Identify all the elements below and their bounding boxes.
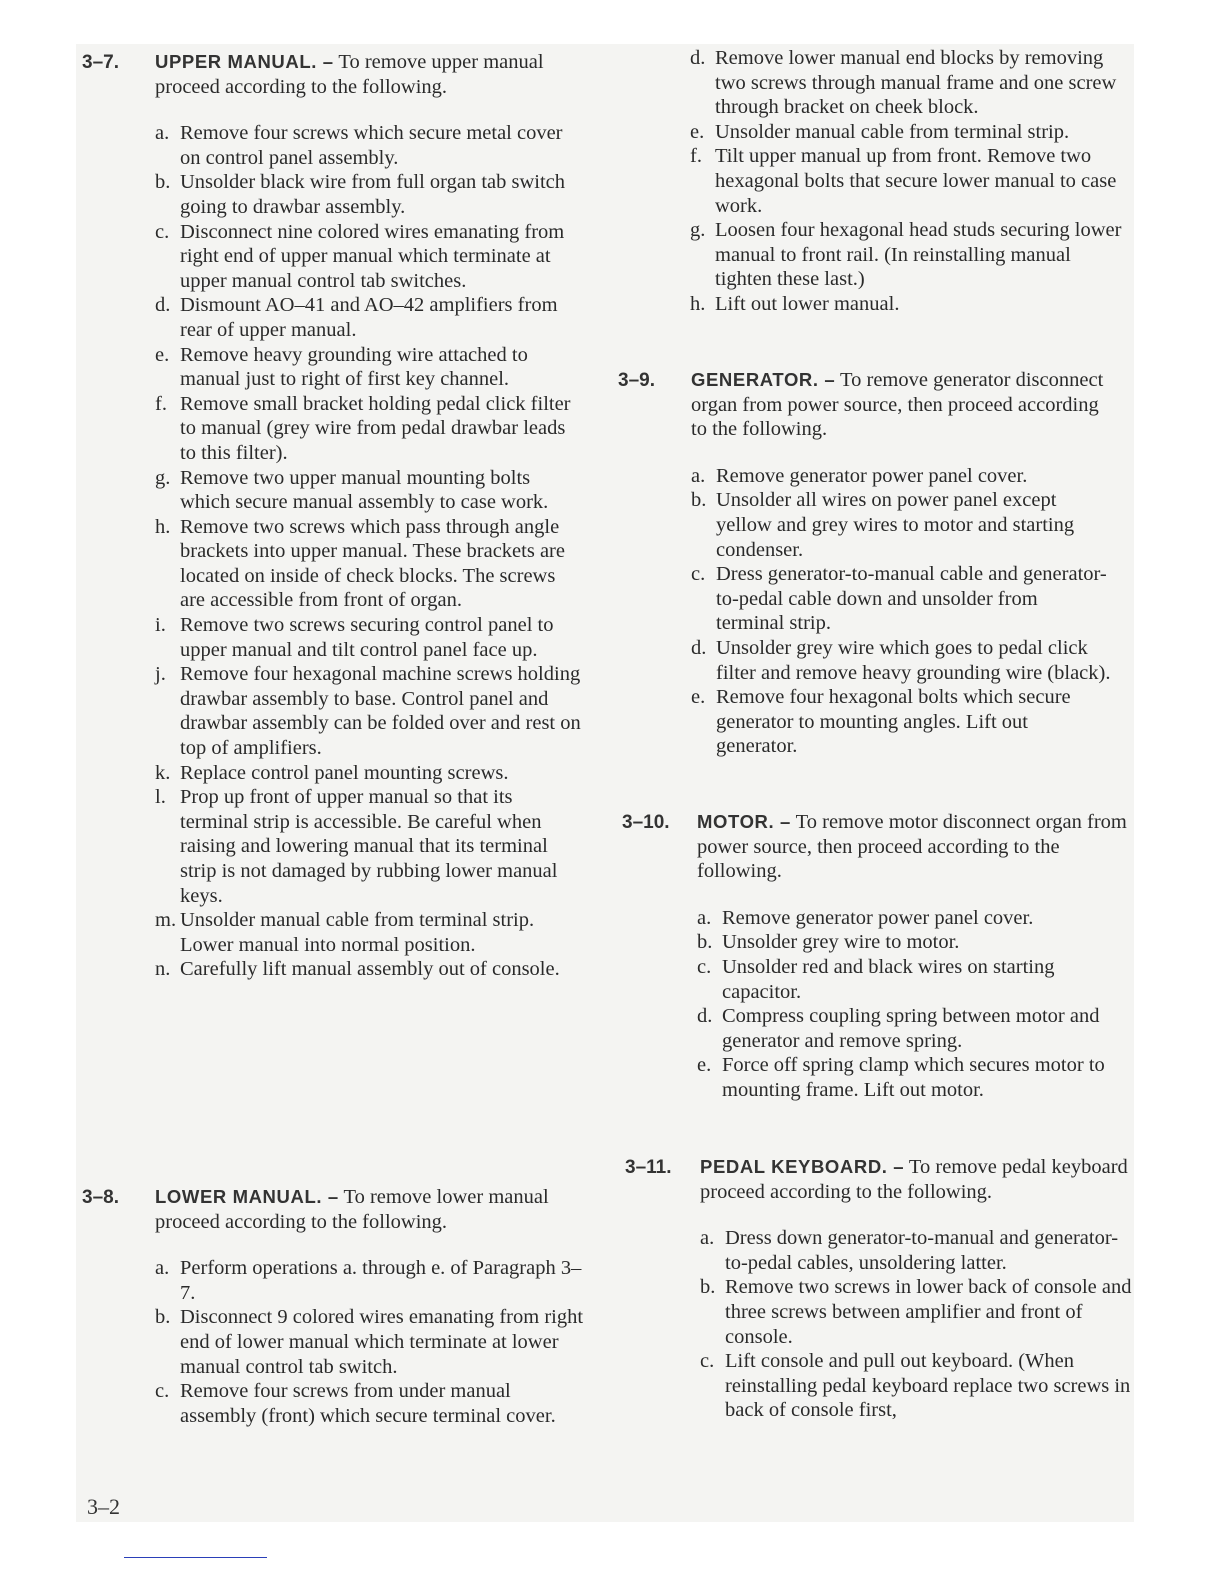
item-label: c.: [155, 220, 170, 243]
item-text: Dismount AO–41 and AO–42 amplifiers from rear of upper manual.: [180, 294, 558, 341]
item-text: Unsolder red and black wires on starting capacitor.: [722, 955, 1055, 1003]
section-title: MOTOR. –: [697, 811, 791, 832]
item-label: g.: [155, 466, 171, 489]
item-text: Unsolder grey wire to motor.: [722, 931, 960, 954]
item-label: j.: [155, 663, 166, 686]
item-label: n.: [155, 958, 171, 981]
list-item: [697, 1004, 1127, 1053]
item-label: a.: [155, 122, 170, 145]
list-item: [691, 685, 1111, 759]
item-label: e.: [690, 120, 705, 143]
list-item: [155, 515, 585, 613]
item-label: l.: [155, 786, 166, 809]
item-text: Remove lower manual end blocks by removing two screws through manual frame and one screw through bracket on cheek block.: [715, 47, 1117, 119]
section-body: [690, 46, 1132, 317]
document-page: [76, 44, 1134, 1522]
item-label: e.: [697, 1054, 712, 1077]
item-text: Remove two upper manual mounting bolts which secure manual assembly to case work.: [180, 466, 549, 514]
item-label: i.: [155, 614, 166, 637]
item-label: b.: [697, 931, 713, 954]
list-item: [697, 955, 1127, 1004]
page-number: 3–2: [87, 1494, 120, 1519]
section-heading: [155, 50, 585, 99]
list-item: [155, 220, 585, 294]
item-text: Remove four screws from under manual assembly (front) which secure terminal cover.: [180, 1380, 556, 1427]
item-text: Remove heavy grounding wire attached to manual just to right of first key channel.: [180, 343, 528, 391]
list-item: [691, 464, 1111, 489]
list-item: [155, 466, 585, 515]
item-text: Dress generator-to-manual cable and generator-to-pedal cable down and unsolder from terminal strip.: [716, 563, 1107, 635]
item-text: Loosen four hexagonal head studs securing lower manual to front rail. (In reinstalling manual tighten these last.): [715, 219, 1122, 291]
list-item: [697, 930, 1127, 955]
list-item: [690, 292, 1132, 317]
section-body: [155, 1185, 585, 1428]
section-upper-manual: [76, 50, 606, 982]
step-list: [155, 1256, 585, 1428]
list-item: [690, 144, 1132, 218]
list-item: [691, 488, 1111, 562]
section-body: [700, 1155, 1132, 1423]
section-generator: [612, 368, 1132, 759]
section-intro: To remove motor disconnect organ from power source, then proceed according to the following.: [697, 811, 1127, 883]
section-title: UPPER MANUAL. –: [155, 51, 334, 72]
list-item: [155, 662, 585, 760]
item-text: Prop up front of upper manual so that its terminal strip is accessible. Be careful when raising and lowering manual that its terminal strip is not damaged by rubbing lower manual keys.: [180, 786, 558, 907]
item-text: Unsolder manual cable from terminal strip.: [715, 120, 1070, 143]
section-pedal-keyboard: [612, 1155, 1132, 1423]
item-label: d.: [690, 47, 706, 69]
step-list: [155, 121, 585, 982]
list-item: [155, 170, 585, 219]
item-label: f.: [155, 392, 167, 415]
list-item: [155, 392, 585, 466]
item-label: c.: [697, 955, 712, 978]
item-label: h.: [155, 515, 171, 538]
item-text: Remove generator power panel cover.: [722, 906, 1034, 929]
section-title: GENERATOR. –: [691, 369, 836, 390]
item-text: Remove two screws securing control panel to upper manual and tilt control panel face up.: [180, 614, 554, 661]
item-label: e.: [691, 686, 706, 709]
section-heading: [155, 1185, 585, 1234]
step-list: [690, 46, 1132, 317]
item-text: Unsolder grey wire which goes to pedal click filter and remove heavy grounding wire (black).: [716, 636, 1111, 684]
list-item: [155, 1256, 585, 1305]
item-text: Carefully lift manual assembly out of console.: [180, 958, 560, 981]
list-item: [155, 343, 585, 392]
list-item: [700, 1349, 1132, 1423]
section-body: [697, 810, 1127, 1103]
list-item: [690, 218, 1132, 292]
section-body: [691, 368, 1111, 759]
item-text: Unsolder all wires on power panel except yellow and grey wires to motor and starting condenser.: [716, 489, 1075, 561]
section-title: PEDAL KEYBOARD. –: [700, 1156, 905, 1177]
list-item: [691, 562, 1111, 636]
section-number: 3–8.: [82, 1187, 119, 1208]
list-item: [690, 46, 1132, 120]
left-column: [76, 44, 606, 1519]
item-text: Disconnect nine colored wires emanating from right end of upper manual which terminate at upper manual control tab switches.: [180, 220, 565, 292]
item-text: Unsolder manual cable from terminal strip. Lower manual into normal position.: [180, 909, 535, 956]
list-item: [697, 1053, 1127, 1102]
step-list: [691, 464, 1111, 759]
item-label: b.: [155, 1306, 171, 1329]
item-label: c.: [155, 1380, 170, 1403]
section-number: 3–9.: [618, 370, 655, 391]
item-label: b.: [691, 489, 707, 512]
list-item: [697, 906, 1127, 931]
item-text: Remove generator power panel cover.: [716, 464, 1028, 487]
item-text: Remove two screws which pass through angle brackets into upper manual. These brackets are located on inside of check blocks. The screws are accessible from front of organ.: [180, 515, 565, 612]
list-item: [155, 957, 585, 982]
item-label: a.: [700, 1227, 715, 1250]
section-number: 3–7.: [82, 52, 119, 73]
item-label: m.: [155, 909, 177, 932]
item-text: Disconnect 9 colored wires emanating from right end of lower manual which terminate at lower manual control tab switch.: [180, 1306, 584, 1378]
item-text: Compress coupling spring between motor and generator and remove spring.: [722, 1005, 1100, 1052]
item-label: c.: [700, 1350, 715, 1373]
item-label: g.: [690, 219, 706, 242]
item-text: Remove four hexagonal bolts which secure generator to mounting angles. Lift out generator.: [716, 686, 1071, 758]
item-text: Dress down generator-to-manual and generator-to-pedal cables, unsoldering latter.: [725, 1227, 1119, 1274]
list-item: [155, 121, 585, 170]
section-intro: To remove generator disconnect organ from power source, then proceed according to the following.: [691, 369, 1104, 441]
section-body: [155, 50, 585, 982]
item-text: Remove four hexagonal machine screws holding drawbar assembly to base. Control panel and drawbar assembly can be folded over and rest on top of amplifiers.: [180, 663, 581, 760]
section-heading: [700, 1155, 1132, 1204]
item-label: d.: [155, 294, 171, 317]
list-item: [155, 1379, 585, 1428]
item-label: e.: [155, 343, 170, 366]
item-label: a.: [697, 906, 712, 929]
item-label: d.: [697, 1005, 713, 1028]
section-lower-manual-continued: [612, 46, 1132, 317]
list-item: [155, 613, 585, 662]
section-intro: To remove pedal keyboard proceed according to the following.: [700, 1156, 1128, 1203]
section-intro: To remove lower manual proceed according to the following.: [155, 1186, 549, 1233]
section-heading: [697, 810, 1127, 884]
item-label: d.: [691, 636, 707, 659]
item-text: Perform operations a. through e. of Paragraph 3–7.: [180, 1257, 582, 1304]
section-heading: [691, 368, 1111, 442]
item-label: h.: [690, 292, 706, 315]
item-text: Tilt upper manual up from front. Remove two hexagonal bolts that secure lower manual to case work.: [715, 145, 1117, 217]
item-text: Lift out lower manual.: [715, 292, 900, 315]
item-text: Lift console and pull out keyboard. (When reinstalling pedal keyboard replace two screws in back of console first,: [725, 1350, 1131, 1422]
item-text: Remove small bracket holding pedal click filter to manual (grey wire from pedal drawbar leads to this filter).: [180, 392, 571, 464]
section-lower-manual: [76, 1185, 606, 1428]
item-label: a.: [691, 464, 706, 487]
item-label: b.: [155, 171, 171, 194]
list-item: [155, 761, 585, 786]
list-item: [690, 120, 1132, 145]
item-text: Unsolder black wire from full organ tab switch going to drawbar assembly.: [180, 171, 566, 218]
footer-rule: [124, 1557, 267, 1558]
section-number: 3–10.: [622, 812, 670, 833]
list-item: [155, 785, 585, 908]
list-item: [155, 908, 585, 957]
item-text: Remove two screws in lower back of console and three screws between amplifier and front of console.: [725, 1276, 1132, 1348]
list-item: [155, 1305, 585, 1379]
item-text: Replace control panel mounting screws.: [180, 761, 509, 784]
item-label: k.: [155, 761, 171, 784]
section-motor: [612, 810, 1132, 1103]
section-title: LOWER MANUAL. –: [155, 1186, 339, 1207]
step-list: [697, 906, 1127, 1103]
step-list: [700, 1226, 1132, 1423]
item-label: a.: [155, 1257, 170, 1280]
item-label: c.: [691, 563, 706, 586]
list-item: [700, 1226, 1132, 1275]
item-label: f.: [690, 145, 702, 168]
list-item: [700, 1275, 1132, 1349]
section-intro: To remove upper manual proceed according to the following.: [155, 51, 544, 98]
item-label: b.: [700, 1276, 716, 1299]
list-item: [691, 636, 1111, 685]
item-text: Remove four screws which secure metal cover on control panel assembly.: [180, 122, 563, 169]
section-number: 3–11.: [625, 1157, 672, 1178]
item-text: Force off spring clamp which secures motor to mounting frame. Lift out motor.: [722, 1054, 1105, 1101]
list-item: [155, 293, 585, 342]
